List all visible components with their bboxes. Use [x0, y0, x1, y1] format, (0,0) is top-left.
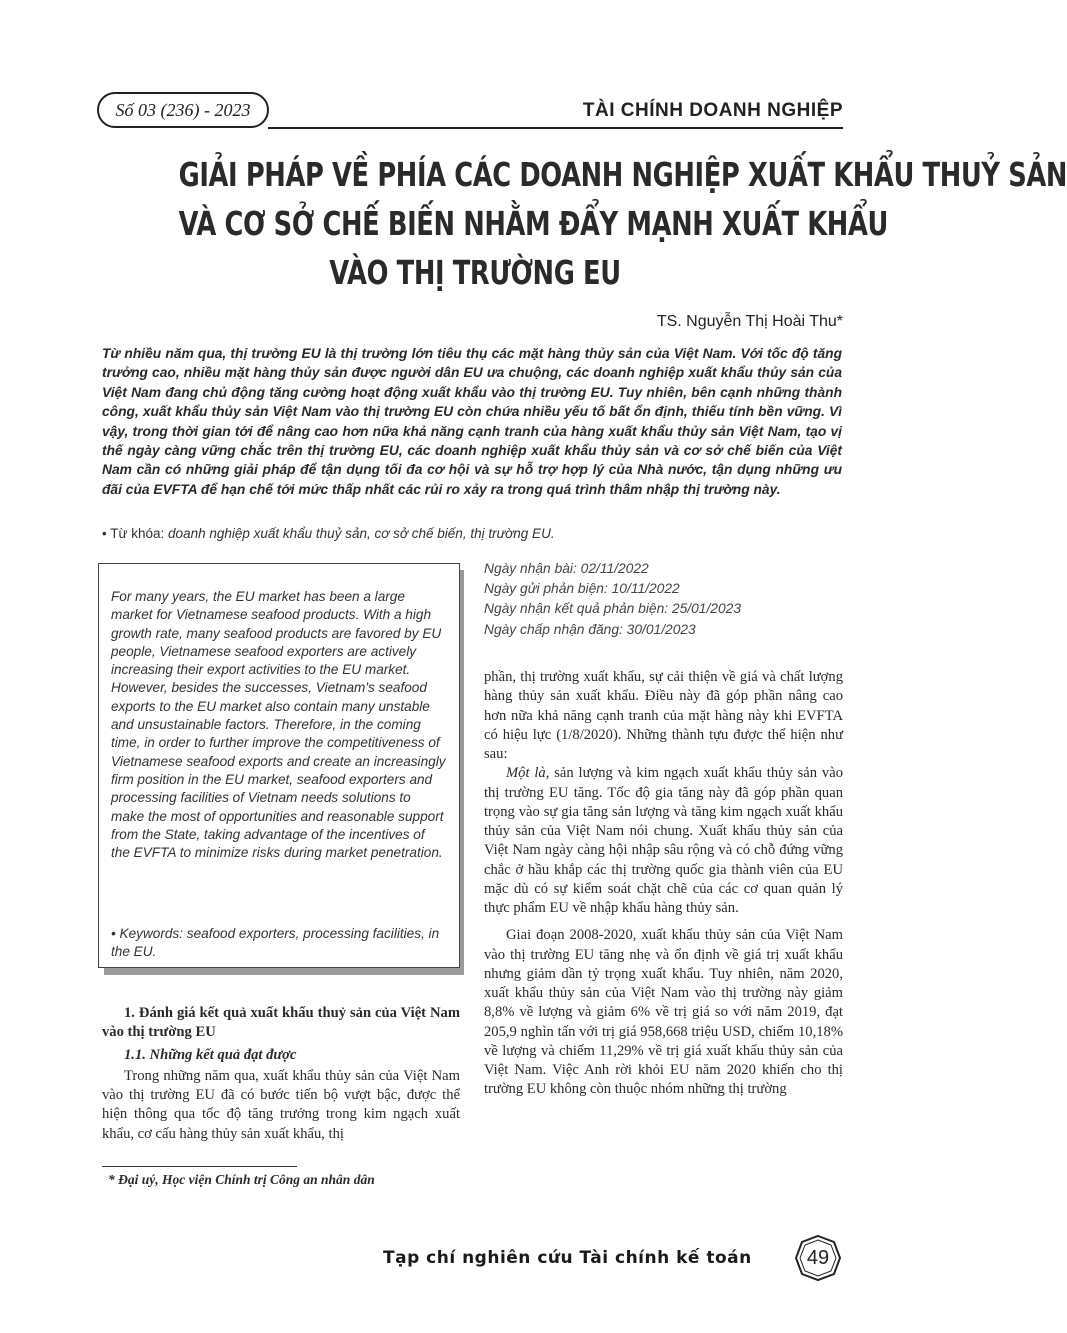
paragraph-text: sản lượng và kim ngạch xuất khẩu thủy sản vào thị trường EU tăng. Tốc độ gia tăng này đã góp phần quan trọng vào sự gia tăng sản lượng và tăng kim ngạch xuất khẩu thủy sản của Việt Nam nói chung. Xuất khẩu thủy sản của Việt Nam ngày càng hội nhập sâu rộng và có chỗ đứng vững chắc ở hầu khắp các thị trường quốc gia thành viên của EU mặc dù có sự kiểm soát chặt chẽ của các cơ quan quản lý thực phẩm EU về nhập khẩu hàng thủy sản.: [484, 765, 843, 916]
body-paragraph: Giai đoạn 2008-2020, xuất khẩu thủy sản của Việt Nam vào thị trường EU tăng nhẹ và ổn định về giá trị xuất khẩu nhưng giảm dần tỷ trọng xuất khẩu. Tuy nhiên, năm 2020, xuất khẩu thủy sản của Việt Nam vào thị trường này giảm 8,8% về lượng và giảm 6% về trị giá so với năm 2019, đạt 205,9 nghìn tấn với trị giá 958,668 triệu USD, chiếm 10,18% về lượng và chiếm 11,29% về trị giá xuất khẩu thủy sản của Việt Nam. Việc Anh rời khỏi EU năm 2020 khiến cho thị trường EU không còn thuộc nhóm những thị trường: [484, 927, 843, 1098]
author: TS. Nguyễn Thị Hoài Thu*: [656, 313, 843, 330]
paragraph-lead: Một là,: [506, 765, 550, 782]
issue-number: Số 03 (236) - 2023: [115, 99, 251, 120]
title-line-3: VÀO THỊ TRƯỜNG EU: [329, 253, 621, 292]
body-column-right: [484, 668, 843, 1100]
abstract-english: For many years, the EU market has been a large market for Vietnamese seafood products. With a high growth rate, many seafood products are favored by EU people, Vietnamese seafood exporters are actively increasing their export activities to the EU market. However, besides the successes, Vietnam's seafood exports to the EU market also contain many unstable and unsustainable factors. Therefore, in the coming time, in order to further improve the competitiveness of Vietnamese seafood exports and create an increasingly firm position in the EU market, seafood exporters and processing facilities of Vietnam needs solutions to make the most of opportunities and reasonable support from the State, taking advantage of the incentives of the EVFTA to minimize risks during market penetration.: [111, 589, 446, 861]
article-title: [178, 150, 1067, 297]
abstract-vietnamese: Từ nhiều năm qua, thị trường EU là thị trường lớn tiêu thụ các mặt hàng thủy sản của Việt Nam. Với tốc độ tăng trưởng cao, nhiều mặt hàng thủy sản được người dân EU ưa chuộng, các doanh nghiệp xuất khẩu thủy sản của Việt Nam đang chủ động tăng cường hoạt động xuất khẩu vào thị trường EU. Tuy nhiên, bên cạnh những thành công, xuất khẩu thủy sản Việt Nam vào thị trường EU còn chứa nhiều yếu tố bất ổn định, thiếu tính bền vững. Vì vậy, trong thời gian tới để nâng cao hơn nữa khả năng cạnh tranh của hàng xuất khẩu thủy sản Việt Nam, tạo vị thế ngày càng vững chắc trên thị trường EU, các doanh nghiệp xuất khẩu thủy sản và cơ sở chế biến của Việt Nam cần có những giải pháp để tận dụng tối đa cơ hội và sự hỗ trợ hợp lý của Nhà nước, tận dụng những ưu đãi của EVFTA để hạn chế tới mức thấp nhất các rủi ro xảy ra trong quá trình thâm nhập thị trường này.: [102, 346, 842, 497]
keywords-vietnamese: [102, 526, 842, 541]
page-number: 49: [806, 1246, 830, 1269]
journal-name: Tạp chí nghiên cứu Tài chính kế toán: [383, 1248, 752, 1268]
date-received: Ngày nhận bài: 02/11/2022: [484, 561, 649, 576]
section-label: TÀI CHÍNH DOANH NGHIỆP: [582, 100, 843, 121]
author-footnote: * Đại uý, Học viện Chính trị Công an nhân dân: [108, 1172, 375, 1187]
keywords-text: doanh nghiệp xuất khẩu thuỷ sản, cơ sở chế biến, thị trường EU.: [168, 526, 555, 541]
keywords-label: • Từ khóa:: [102, 526, 169, 541]
footnote-rule: [102, 1166, 297, 1167]
body-paragraph: phần, thị trường xuất khẩu, sự cải thiện về giá và chất lượng hàng thủy sản xuất khẩu. Điều này đã góp phần nâng cao hơn nữa khả năng cạnh tranh của mặt hàng này khi EVFTA có hiệu lực (1/8/2020). Những thành tựu được thể hiện như sau:: [484, 669, 843, 762]
section-heading: 1. Đánh giá kết quả xuất khẩu thuỷ sản của Việt Nam vào thị trường EU: [102, 1005, 460, 1041]
subsection-heading: 1.1. Những kết quả đạt được: [124, 1046, 297, 1063]
body-paragraph: [484, 764, 843, 918]
title-line-2: VÀ CƠ SỞ CHẾ BIẾN NHẰM ĐẨY MẠNH XUẤT KHẨU: [178, 204, 888, 243]
keywords-english: • Keywords: seafood exporters, processing facilities, in the EU.: [111, 926, 440, 960]
header-rule: [268, 127, 843, 129]
page-number-badge: [794, 1234, 842, 1282]
date-sent-review: Ngày gửi phản biện: 10/11/2022: [484, 581, 680, 597]
date-review-result: Ngày nhận kết quả phản biện: 25/01/2023: [484, 601, 741, 617]
body-paragraph: Trong những năm qua, xuất khẩu thủy sản của Việt Nam vào thị trường EU đã có bước tiến bộ vượt bậc, được thể hiện thông qua tốc độ tăng trưởng trong kim ngạch xuất khẩu, cơ cấu hàng thủy sản xuất khẩu, thị: [102, 1067, 460, 1142]
issue-badge: [97, 92, 269, 128]
article-dates: [484, 559, 844, 640]
title-line-1: GIẢI PHÁP VỀ PHÍA CÁC DOANH NGHIỆP XUẤT KHẨU THUỶ SẢN: [178, 155, 1067, 194]
body-column-left: [102, 1004, 460, 1144]
date-accepted: Ngày chấp nhận đăng: 30/01/2023: [484, 621, 696, 637]
